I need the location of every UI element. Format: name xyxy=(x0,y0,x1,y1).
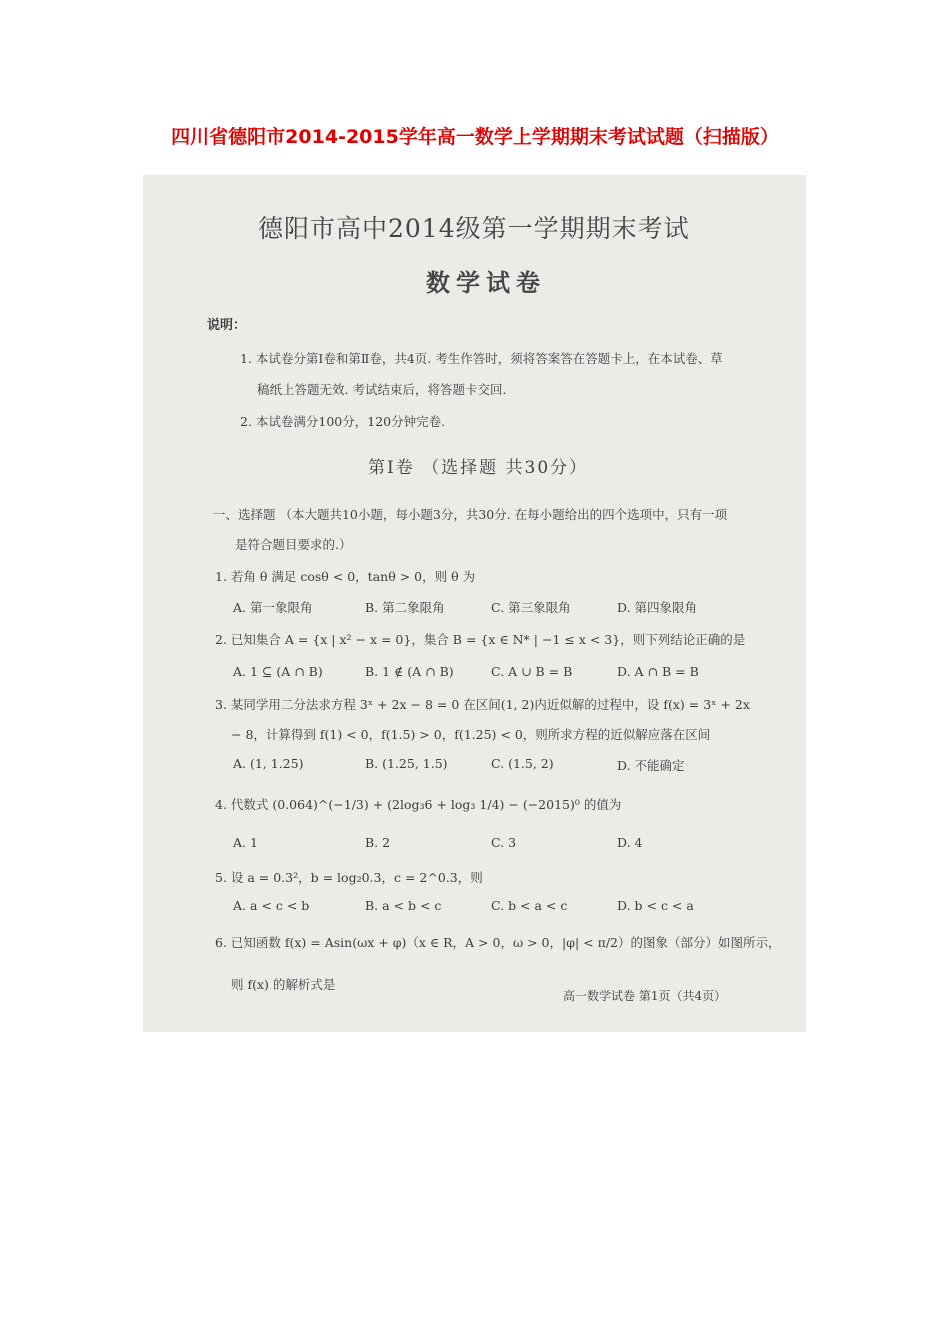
question-2: 2. 已知集合 A = {x | x² − x = 0}，集合 B = {x ∈ N* | −1 ≤ x < 3}，则下列结论正确的是 xyxy=(215,632,746,647)
question-2-option-a: A. 1 ⊆ (A ∩ B) xyxy=(233,664,323,679)
question-4-option-d: D. 4 xyxy=(617,835,643,850)
exam-subtitle: 数学试卷 xyxy=(426,268,546,297)
question-2-option-b: B. 1 ∉ (A ∩ B) xyxy=(365,664,454,679)
question-1: 1. 若角 θ 满足 cosθ < 0，tanθ > 0，则 θ 为 xyxy=(215,569,476,584)
question-3-line-1: 3. 某同学用二分法求方程 3ˣ + 2x − 8 = 0 在区间(1, 2)内近似解的过程中，设 f(x) = 3ˣ + 2x xyxy=(215,697,750,712)
exam-title: 德阳市高中2014级第一学期期末考试 xyxy=(258,214,690,243)
note-2: 2. 本试卷满分100分，120分钟完卷. xyxy=(240,414,446,429)
page-footer: 高一数学试卷 第1页（共4页） xyxy=(563,989,727,1003)
question-5-option-a: A. a < c < b xyxy=(233,898,310,913)
question-1-option-b: B. 第二象限角 xyxy=(365,600,445,615)
question-5-option-b: B. a < b < c xyxy=(365,898,442,913)
question-4: 4. 代数式 (0.064)^(−1/3) + (2log₃6 + log₃ 1/4) − (−2015)⁰ 的值为 xyxy=(215,797,622,812)
question-3-line-2: − 8，计算得到 f(1) < 0，f(1.5) > 0，f(1.25) < 0，则所求方程的近似解应落在区间 xyxy=(231,727,711,742)
note-1-line-2: 稿纸上答题无效. 考试结束后，将答题卡交回. xyxy=(257,382,507,397)
question-4-option-a: A. 1 xyxy=(233,835,258,850)
question-2-option-c: C. A ∪ B = B xyxy=(491,664,573,679)
question-1-option-c: C. 第三象限角 xyxy=(491,600,571,615)
question-5-option-c: C. b < a < c xyxy=(491,898,568,913)
section-heading: 第Ⅰ卷 （选择题 共30分） xyxy=(368,458,589,478)
question-6-line-1: 6. 已知函数 f(x) = Asin(ωx + φ)（x ∈ R，A > 0，ω > 0，|φ| < π/2）的图象（部分）如图所示， xyxy=(215,935,781,950)
question-5-option-d: D. b < c < a xyxy=(617,898,694,913)
part-1-instructions-line-2: 是符合题目要求的.） xyxy=(235,537,352,552)
question-3-option-c: C. (1.5, 2) xyxy=(491,756,554,771)
question-5: 5. 设 a = 0.3²，b = log₂0.3，c = 2^0.3，则 xyxy=(215,870,483,885)
part-1-instructions-line-1: 一、选择题 （本大题共10小题，每小题3分，共30分. 在每小题给出的四个选项中，只有一项 xyxy=(213,507,728,522)
notes-heading: 说明： xyxy=(207,318,247,333)
question-4-option-b: B. 2 xyxy=(365,835,391,850)
question-6-line-2: 则 f(x) 的解析式是 xyxy=(231,977,336,992)
question-1-option-a: A. 第一象限角 xyxy=(233,600,313,615)
question-2-option-d: D. A ∩ B = B xyxy=(617,664,699,679)
question-3-option-b: B. (1.25, 1.5) xyxy=(365,756,448,771)
question-1-option-d: D. 第四象限角 xyxy=(617,600,698,615)
question-4-option-c: C. 3 xyxy=(491,835,517,850)
question-3-option-a: A. (1, 1.25) xyxy=(233,756,304,771)
note-1-line-1: 1. 本试卷分第Ⅰ卷和第Ⅱ卷，共4页. 考生作答时，须将答案答在答题卡上，在本试卷、草 xyxy=(240,351,723,366)
scanned-exam-page xyxy=(143,175,806,1032)
document-title: 四川省德阳市2014-2015学年高一数学上学期期末考试试题（扫描版） xyxy=(171,126,779,148)
question-3-option-d: D. 不能确定 xyxy=(617,758,685,773)
